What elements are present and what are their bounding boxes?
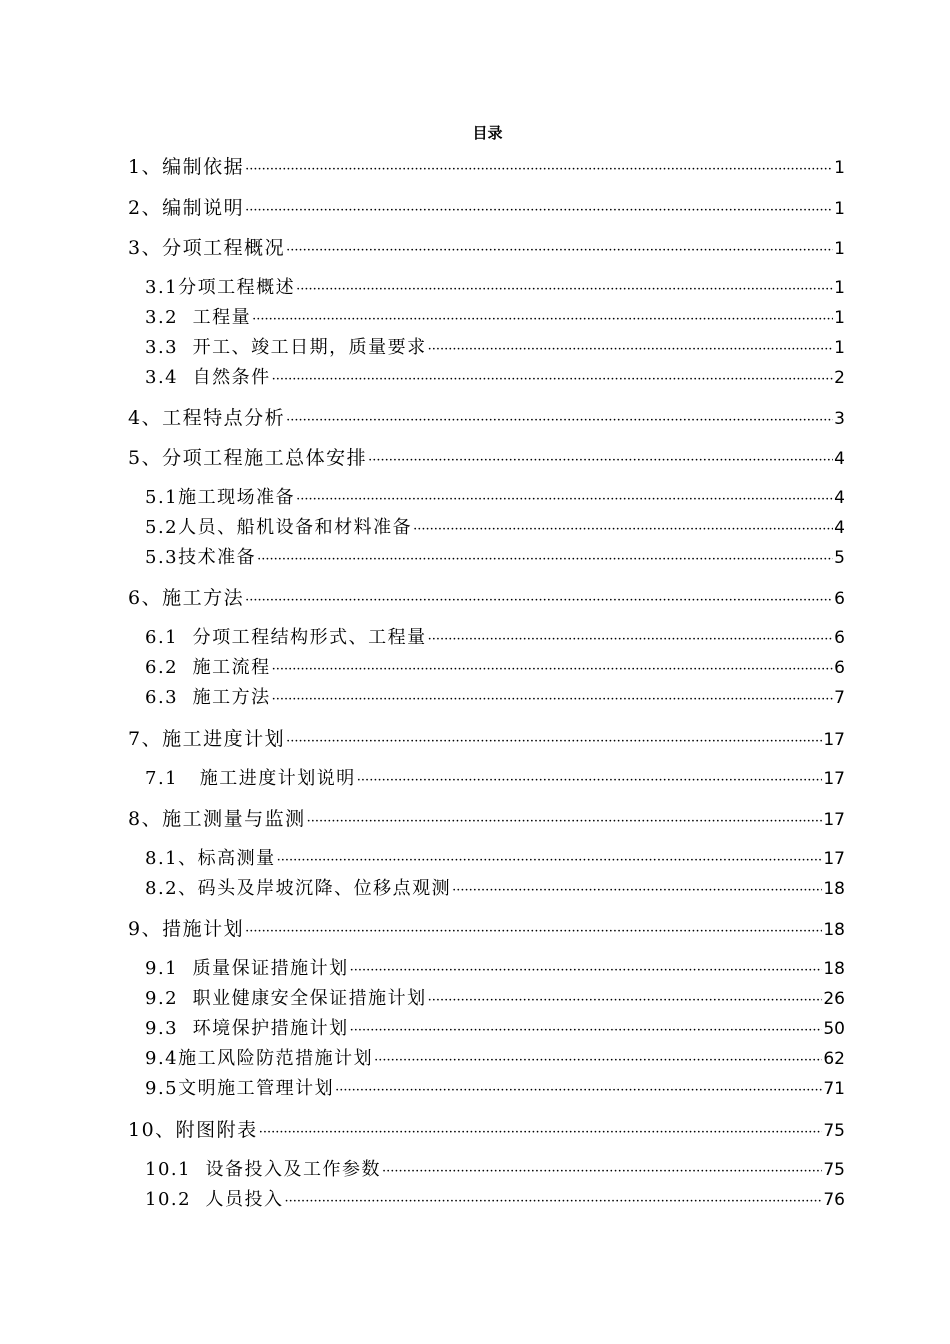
toc-entry-label: 7.1 施工进度计划说明 (145, 768, 356, 789)
toc-entry-page-number: 1 (834, 308, 845, 328)
toc-leader-dots (286, 409, 833, 433)
toc-leader-dots (428, 989, 823, 1013)
toc-entry[interactable] (145, 1017, 845, 1041)
toc-entry-label: 5.1施工现场准备 (145, 487, 296, 508)
toc-entry[interactable] (128, 917, 845, 941)
toc-entry[interactable] (128, 727, 845, 751)
toc-entry[interactable] (145, 987, 845, 1011)
toc-leader-dots (368, 449, 833, 473)
toc-entry-page-number: 1 (834, 278, 845, 298)
toc-entry-label: 6.2 施工流程 (145, 657, 271, 678)
toc-entry-label: 6.3 施工方法 (145, 687, 271, 708)
toc-leader-dots (245, 920, 822, 944)
toc-entry-page-number: 71 (823, 1079, 845, 1099)
toc-leader-dots (382, 1160, 822, 1184)
toc-entry-label: 9.2 职业健康安全保证措施计划 (145, 988, 427, 1009)
toc-entry[interactable] (145, 656, 845, 680)
toc-entry-page-number: 5 (834, 548, 845, 568)
toc-leader-dots (245, 158, 833, 182)
toc-leader-dots (374, 1049, 822, 1073)
toc-entry[interactable] (145, 1158, 845, 1182)
toc-leader-dots (296, 488, 833, 512)
toc-leader-dots (350, 959, 823, 983)
toc-entry[interactable] (145, 486, 845, 510)
toc-leader-dots (350, 1019, 823, 1043)
toc-entry-page-number: 17 (823, 769, 845, 789)
toc-entry-label: 6、施工方法 (128, 587, 245, 609)
toc-entry-label: 3.1分项工程概述 (145, 277, 296, 298)
toc-leader-dots (428, 338, 834, 362)
toc-entry-label: 7、施工进度计划 (128, 728, 286, 750)
toc-entry[interactable] (145, 1188, 845, 1212)
toc-entry[interactable] (145, 847, 845, 871)
toc-leader-dots (428, 628, 834, 652)
toc-entry-page-number: 1 (834, 338, 845, 358)
toc-entry[interactable] (145, 626, 845, 650)
toc-entry-page-number: 62 (823, 1049, 845, 1069)
toc-entry-page-number: 26 (823, 989, 845, 1009)
toc-entry-page-number: 4 (834, 518, 845, 538)
toc-entry[interactable] (145, 516, 845, 540)
toc-leader-dots (252, 308, 833, 332)
toc-entry-label: 3、分项工程概况 (128, 237, 286, 259)
toc-entry-label: 9、措施计划 (128, 918, 245, 940)
toc-entry[interactable] (128, 807, 845, 831)
toc-entry-page-number: 1 (834, 158, 845, 178)
toc-entry-label: 5.2人员、船机设备和材料准备 (145, 517, 413, 538)
toc-entry[interactable] (145, 336, 845, 360)
toc-leader-dots (286, 239, 833, 263)
toc-entry[interactable] (145, 877, 845, 901)
toc-entry-page-number: 3 (834, 409, 845, 429)
toc-leader-dots (452, 879, 822, 903)
toc-entry-label: 6.1 分项工程结构形式、工程量 (145, 627, 427, 648)
toc-entry[interactable] (128, 446, 845, 470)
toc-entry-label: 5、分项工程施工总体安排 (128, 447, 368, 469)
toc-entry[interactable] (145, 686, 845, 710)
toc-leader-dots (272, 688, 834, 712)
toc-leader-dots (272, 658, 834, 682)
toc-entry[interactable] (145, 1047, 845, 1071)
toc-entry[interactable] (145, 366, 845, 390)
toc-entry-label: 10.2 人员投入 (145, 1189, 284, 1210)
toc-entry-label: 10、附图附表 (128, 1119, 258, 1141)
toc-entry[interactable] (128, 586, 845, 610)
toc-entry-page-number: 17 (823, 849, 845, 869)
toc-entry-page-number: 1 (834, 199, 845, 219)
toc-entry-page-number: 7 (834, 688, 845, 708)
toc-entry-label: 9.4施工风险防范措施计划 (145, 1048, 374, 1069)
toc-entry-label: 5.3技术准备 (145, 547, 257, 568)
toc-entry[interactable] (145, 546, 845, 570)
toc-leader-dots (307, 810, 823, 834)
toc-entry-page-number: 6 (834, 658, 845, 678)
toc-entry-label: 3.2 工程量 (145, 307, 252, 328)
toc-entry-label: 8、施工测量与监测 (128, 808, 306, 830)
toc-leader-dots (357, 769, 823, 793)
toc-entry-page-number: 17 (823, 810, 845, 830)
toc-leader-dots (277, 849, 823, 873)
toc-leader-dots (259, 1121, 823, 1145)
toc-entry-page-number: 6 (834, 589, 845, 609)
toc-entry-page-number: 75 (823, 1121, 845, 1141)
toc-leader-dots (296, 278, 833, 302)
toc-leader-dots (286, 730, 822, 754)
toc-entry-page-number: 4 (834, 488, 845, 508)
toc-entry-page-number: 18 (823, 879, 845, 899)
toc-entry-label: 8.1、标高测量 (145, 848, 276, 869)
toc-entry-label: 10.1 设备投入及工作参数 (145, 1159, 382, 1180)
toc-entry-page-number: 50 (823, 1019, 845, 1039)
toc-entry[interactable] (128, 1118, 845, 1142)
toc-entry-page-number: 6 (834, 628, 845, 648)
toc-leader-dots (285, 1190, 823, 1214)
toc-leader-dots (257, 548, 833, 572)
toc-leader-dots (413, 518, 833, 542)
toc-entry-page-number: 18 (823, 920, 845, 940)
toc-leader-dots (272, 368, 834, 392)
toc-entry-label: 9.3 环境保护措施计划 (145, 1018, 349, 1039)
toc-entry-label: 1、编制依据 (128, 156, 245, 178)
toc-leader-dots (335, 1079, 822, 1103)
toc-entry[interactable] (145, 957, 845, 981)
toc-entry-label: 3.4 自然条件 (145, 367, 271, 388)
toc-entry-page-number: 75 (823, 1160, 845, 1180)
toc-entry[interactable] (128, 236, 845, 260)
toc-entry-page-number: 1 (834, 239, 845, 259)
toc-entry[interactable] (145, 276, 845, 300)
toc-entry-page-number: 2 (834, 368, 845, 388)
toc-entry[interactable] (128, 196, 845, 220)
toc-title: 目录 (472, 124, 503, 142)
toc-entry-label: 3.3 开工、竣工日期，质量要求 (145, 337, 427, 358)
toc-entry-page-number: 17 (823, 730, 845, 750)
toc-entry-label: 8.2、码头及岸坡沉降、位移点观测 (145, 878, 452, 899)
toc-entry[interactable] (145, 1077, 845, 1101)
toc-entry-page-number: 18 (823, 959, 845, 979)
toc-entry-label: 2、编制说明 (128, 197, 245, 219)
toc-entry[interactable] (145, 306, 845, 330)
toc-entry[interactable] (145, 767, 845, 791)
toc-entry-page-number: 4 (834, 449, 845, 469)
toc-entry[interactable] (128, 406, 845, 430)
toc-leader-dots (245, 589, 833, 613)
toc-entry-label: 9.1 质量保证措施计划 (145, 958, 349, 979)
toc-entry[interactable] (128, 155, 845, 179)
toc-leader-dots (245, 199, 833, 223)
toc-entry-label: 4、工程特点分析 (128, 407, 286, 429)
toc-entry-page-number: 76 (823, 1190, 845, 1210)
toc-entry-label: 9.5文明施工管理计划 (145, 1078, 335, 1099)
